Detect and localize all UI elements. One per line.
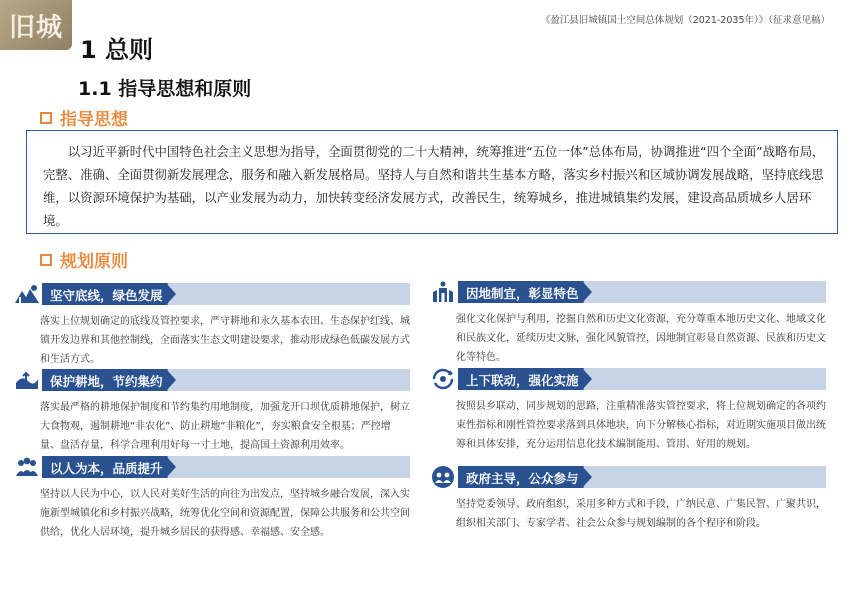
- principle-text: 按照县乡联动，同步规划的思路，注重精准落实管控要求，将上位规划确定的各项约束性指标和刚性管控要求落到具体地块，向下分解核心指标，对近期实施项目做出统筹和具体安排，充分运用信息化技术编制能用、管用、好用的规划。: [456, 401, 826, 450]
- logo-text: 旧城: [8, 12, 63, 43]
- document-header: 《盈江县旧城镇国土空间总体规划（2021-2035年）》（征求意见稿）: [540, 15, 830, 26]
- principle-title: 上下联动，强化实施: [466, 373, 579, 388]
- principle-text: 强化文化保护与利用，挖掘自然和历史文化资源，充分尊重本地历史文化、地域文化和民族文化，延续历史文脉，强化风貌管控，因地制宜彰显自然资源、民族和历史文化等特色。: [456, 314, 826, 363]
- principle-text: 坚持党委领导、政府组织，采用多种方式和手段，广纳民意、广集民智、广聚共识，组织相关部门、专家学者、社会公众参与规划编制的各个程序和阶段。: [456, 499, 826, 529]
- participants-icon: [430, 465, 456, 489]
- principle-title-bar: [458, 281, 826, 303]
- principle-title-bar: [458, 368, 826, 390]
- guiding-heading-label: 指导思想: [60, 110, 128, 130]
- principle-bottom-line: [14, 282, 410, 369]
- landmark-sun-icon: [430, 280, 456, 304]
- principle-title-bar: [42, 283, 410, 305]
- square-bullet-icon: [40, 254, 52, 266]
- principle-title-bar: [42, 456, 410, 478]
- principle-coordination: [430, 367, 826, 454]
- principle-title-bar: [458, 466, 826, 488]
- planning-heading-label: 规划原则: [60, 252, 128, 272]
- principle-title-bar: [42, 369, 410, 391]
- people-icon: [14, 455, 40, 479]
- principle-title: 因地制宜，彰显特色: [466, 286, 579, 301]
- principle-text: 落实最严格的耕地保护制度和节约集约用地制度，加强龙开口坝优质耕地保护，树立大食物观，遏制耕地“非农化”、防止耕地“非粮化”，夯实粮食安全根基；严控增量、盘活存量，科学合理利用好每一寸土地，提高国土资源利用效率。: [40, 402, 410, 451]
- corner-logo: [0, 0, 72, 50]
- principle-people: [14, 455, 410, 542]
- chapter-title: 1 总则: [80, 36, 154, 64]
- principle-title: 保护耕地，节约集约: [50, 374, 163, 389]
- square-bullet-icon: [40, 112, 52, 124]
- principle-text: 坚持以人民为中心，以人民对美好生活的向往为出发点，坚持城乡融合发展，深入实施新型城镇化和乡村振兴战略，统筹优化空间和资源配置，保障公共服务和公共空间供给，优化人居环境，提升城乡居民的获得感、幸福感、安全感。: [40, 489, 410, 538]
- mountain-tree-icon: [14, 282, 40, 306]
- principle-title: 以人为本，品质提升: [50, 461, 163, 476]
- section-title: 1.1 指导思想和原则: [78, 78, 252, 100]
- guiding-heading: [40, 105, 128, 130]
- cycle-arrows-icon: [430, 367, 456, 391]
- principle-text: 落实上位规划确定的底线及管控要求，严守耕地和永久基本农田、生态保护红线、城镇开发边界和其他控制线，全面落实生态文明建设要求，推动形成绿色低碳发展方式和生活方式。: [40, 316, 410, 365]
- principle-title: 坚守底线，绿色发展: [50, 288, 163, 303]
- guiding-text-box: 以习近平新时代中国特色社会主义思想为指导，全面贯彻党的二十大精神，统筹推进“五位一体”总体布局，协调推进“四个全面”战略布局，完整、准确、全面贯彻新发展理念，服务和融入新发展格局。坚持人与自然和谐共生基本方略，落实乡村振兴和区域协调发展战略，坚持底线思维，以资源环境保护为基础，以产业发展为动力，加快转变经济发展方式，改善民生，统筹城乡，推进城镇集约发展，建设高品质城乡人居环境。: [26, 130, 838, 234]
- principle-title: 政府主导，公众参与: [466, 471, 579, 486]
- principle-farmland: [14, 368, 410, 455]
- planning-heading: [40, 247, 128, 272]
- principle-local-features: [430, 280, 826, 367]
- farmland-wave-icon: [14, 368, 40, 392]
- principle-public-participation: [430, 465, 826, 533]
